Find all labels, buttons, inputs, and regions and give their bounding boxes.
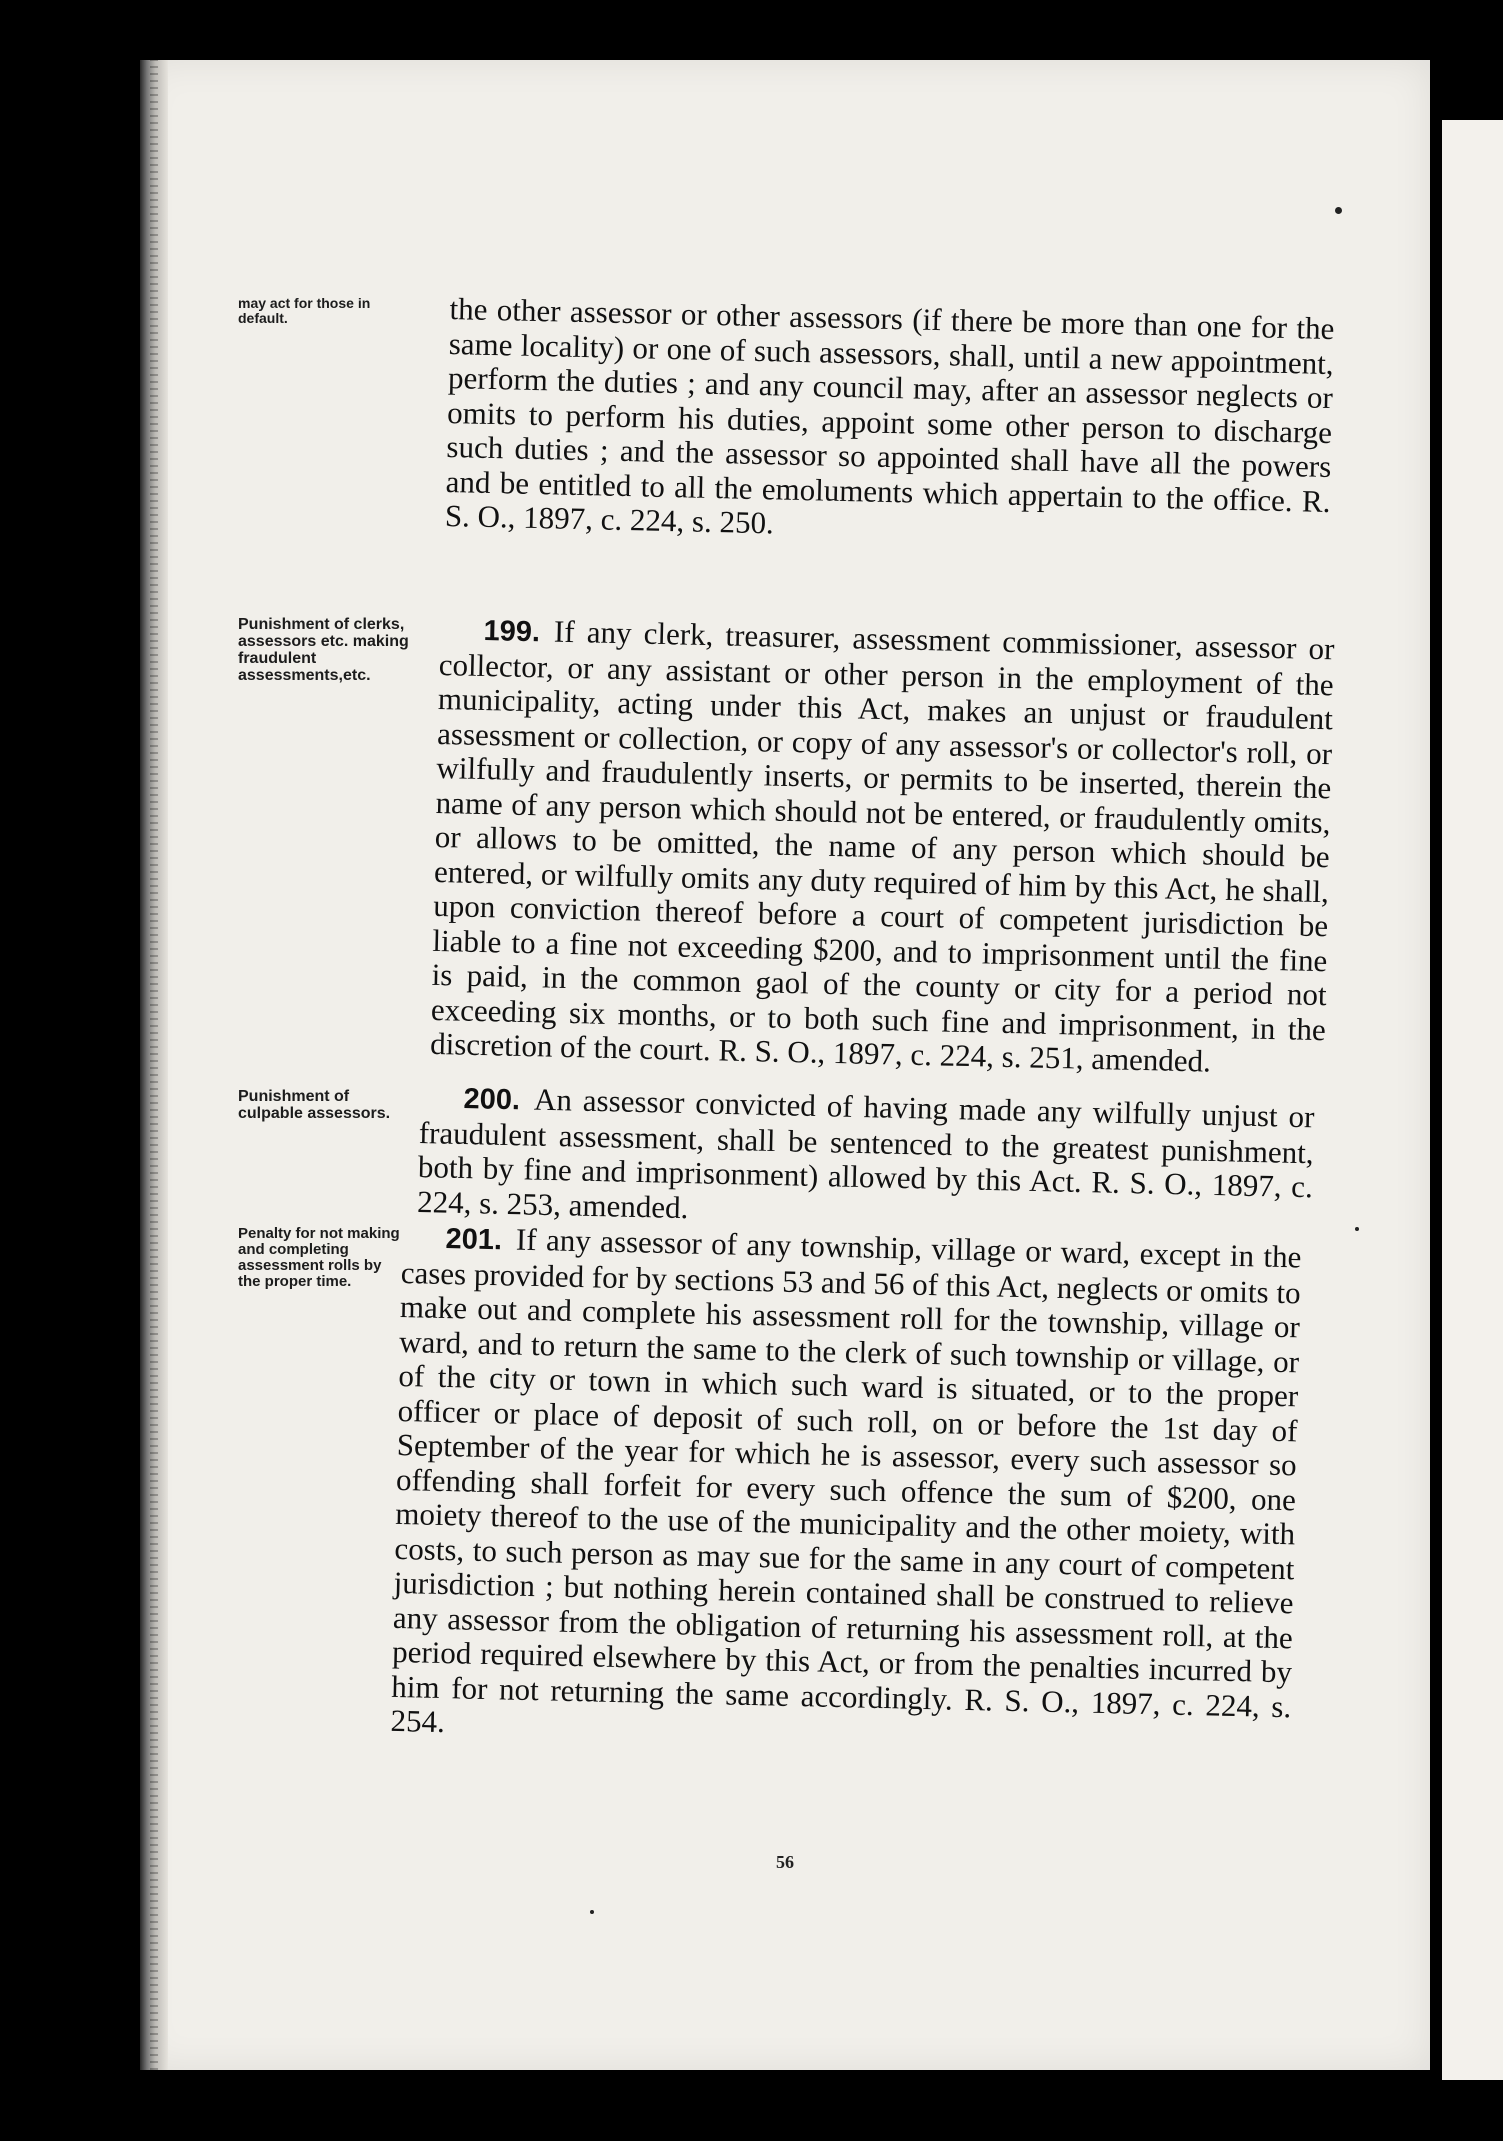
marginal-note: Punishment of clerks, assessors etc. making fraudulent assessments,etc. [238,616,409,684]
page-number: 56 [776,1852,794,1872]
page-speck [590,1910,594,1914]
section-number: 200. [463,1082,521,1117]
section-text: If any clerk, treasurer, assessment commissioner, assessor or collector, or any assistant or other person in the employment of the municipality, acting under this Act, makes an unjust or fraudulent assessment or collection, or copy of any assessor's or collector's roll, or wilfully and fraudulently inserts, or permits to be inserted, therein the name of any person which should not be entered, or fraudulently omits, or allows to be omitted, the name of any person which should be entered, or wilfully omits any duty required of him by this Act, he shall, upon conviction thereof before a court of competent jurisdiction be liable to a fine not exceeding $200, and to imprisonment until the fine is paid, in the common gaol of the county or city for a period not exceeding six months, or to both such fine and imprisonment, in the discretion of the court. R. S. O., 1897, c. 224, s. 251, amended. [429,613,1335,1079]
section-number: 201. [445,1222,503,1257]
section-text: An assessor convicted of having made any wilfully unjust or fraudulent assessment, shall be sentenced to the greatest punishment, both by fine and imprisonment) allowed by this Act. R. S. O., 1897, c. 224, s. 253, amended. [416,1081,1315,1225]
section-paragraph [417,1080,1315,1239]
section-paragraph [390,1220,1302,1759]
section-number: 199. [483,614,541,649]
marginal-note: Penalty for not making and completing assessment rolls by the proper time. [238,1225,400,1290]
marginal-note: Punishment of culpable assessors. [238,1088,391,1122]
marginal-note: may act for those in default. [238,295,371,326]
section-text: If any assessor of any township, village or ward, except in the cases provided for by sections 53 and 56 of this Act, neglects or omits to make out and complete his assessment roll for the township, village or ward, and to return the same to the clerk of such township or village, or of the city or town in which such ward is situated, or to the proper officer or place of deposit of such roll, on or before the 1st day of September of the year for which he is assessor, every such assessor so offending shall forfeit for every such offence the sum of $200, one moiety thereof to the use of the municipality and the other moiety, with costs, to such person as may sue for the same in any court of competent jurisdiction ; but nothing herein contained shall be construed to relieve any assessor from the obligation of returning his assessment roll, at the period required elsewhere by this Act, or from the penalties incurred by him for not returning the same accordingly. R. S. O., 1897, c. 224, s. 254. [390,1221,1302,1740]
page-speck [1335,207,1342,214]
adjacent-page-edge [1442,120,1503,2080]
section-text: the other assessor or other assessors (if there be more than one for the same locality) or one of such assessors, shall, until a new appointment, perform the duties ; and any council may, after an assessor neglects or omits to perform his duties, appoint some other person to discharge such duties ; and the assessor so appointed shall have all the powers and be entitled to all the emoluments which appertain to the office. R. S. O., 1897, c. 224, s. 250. [444,291,1335,541]
page-gutter [140,60,168,2070]
page-speck [1355,1227,1359,1231]
section-paragraph [430,612,1335,1082]
book-page [140,60,1430,2070]
